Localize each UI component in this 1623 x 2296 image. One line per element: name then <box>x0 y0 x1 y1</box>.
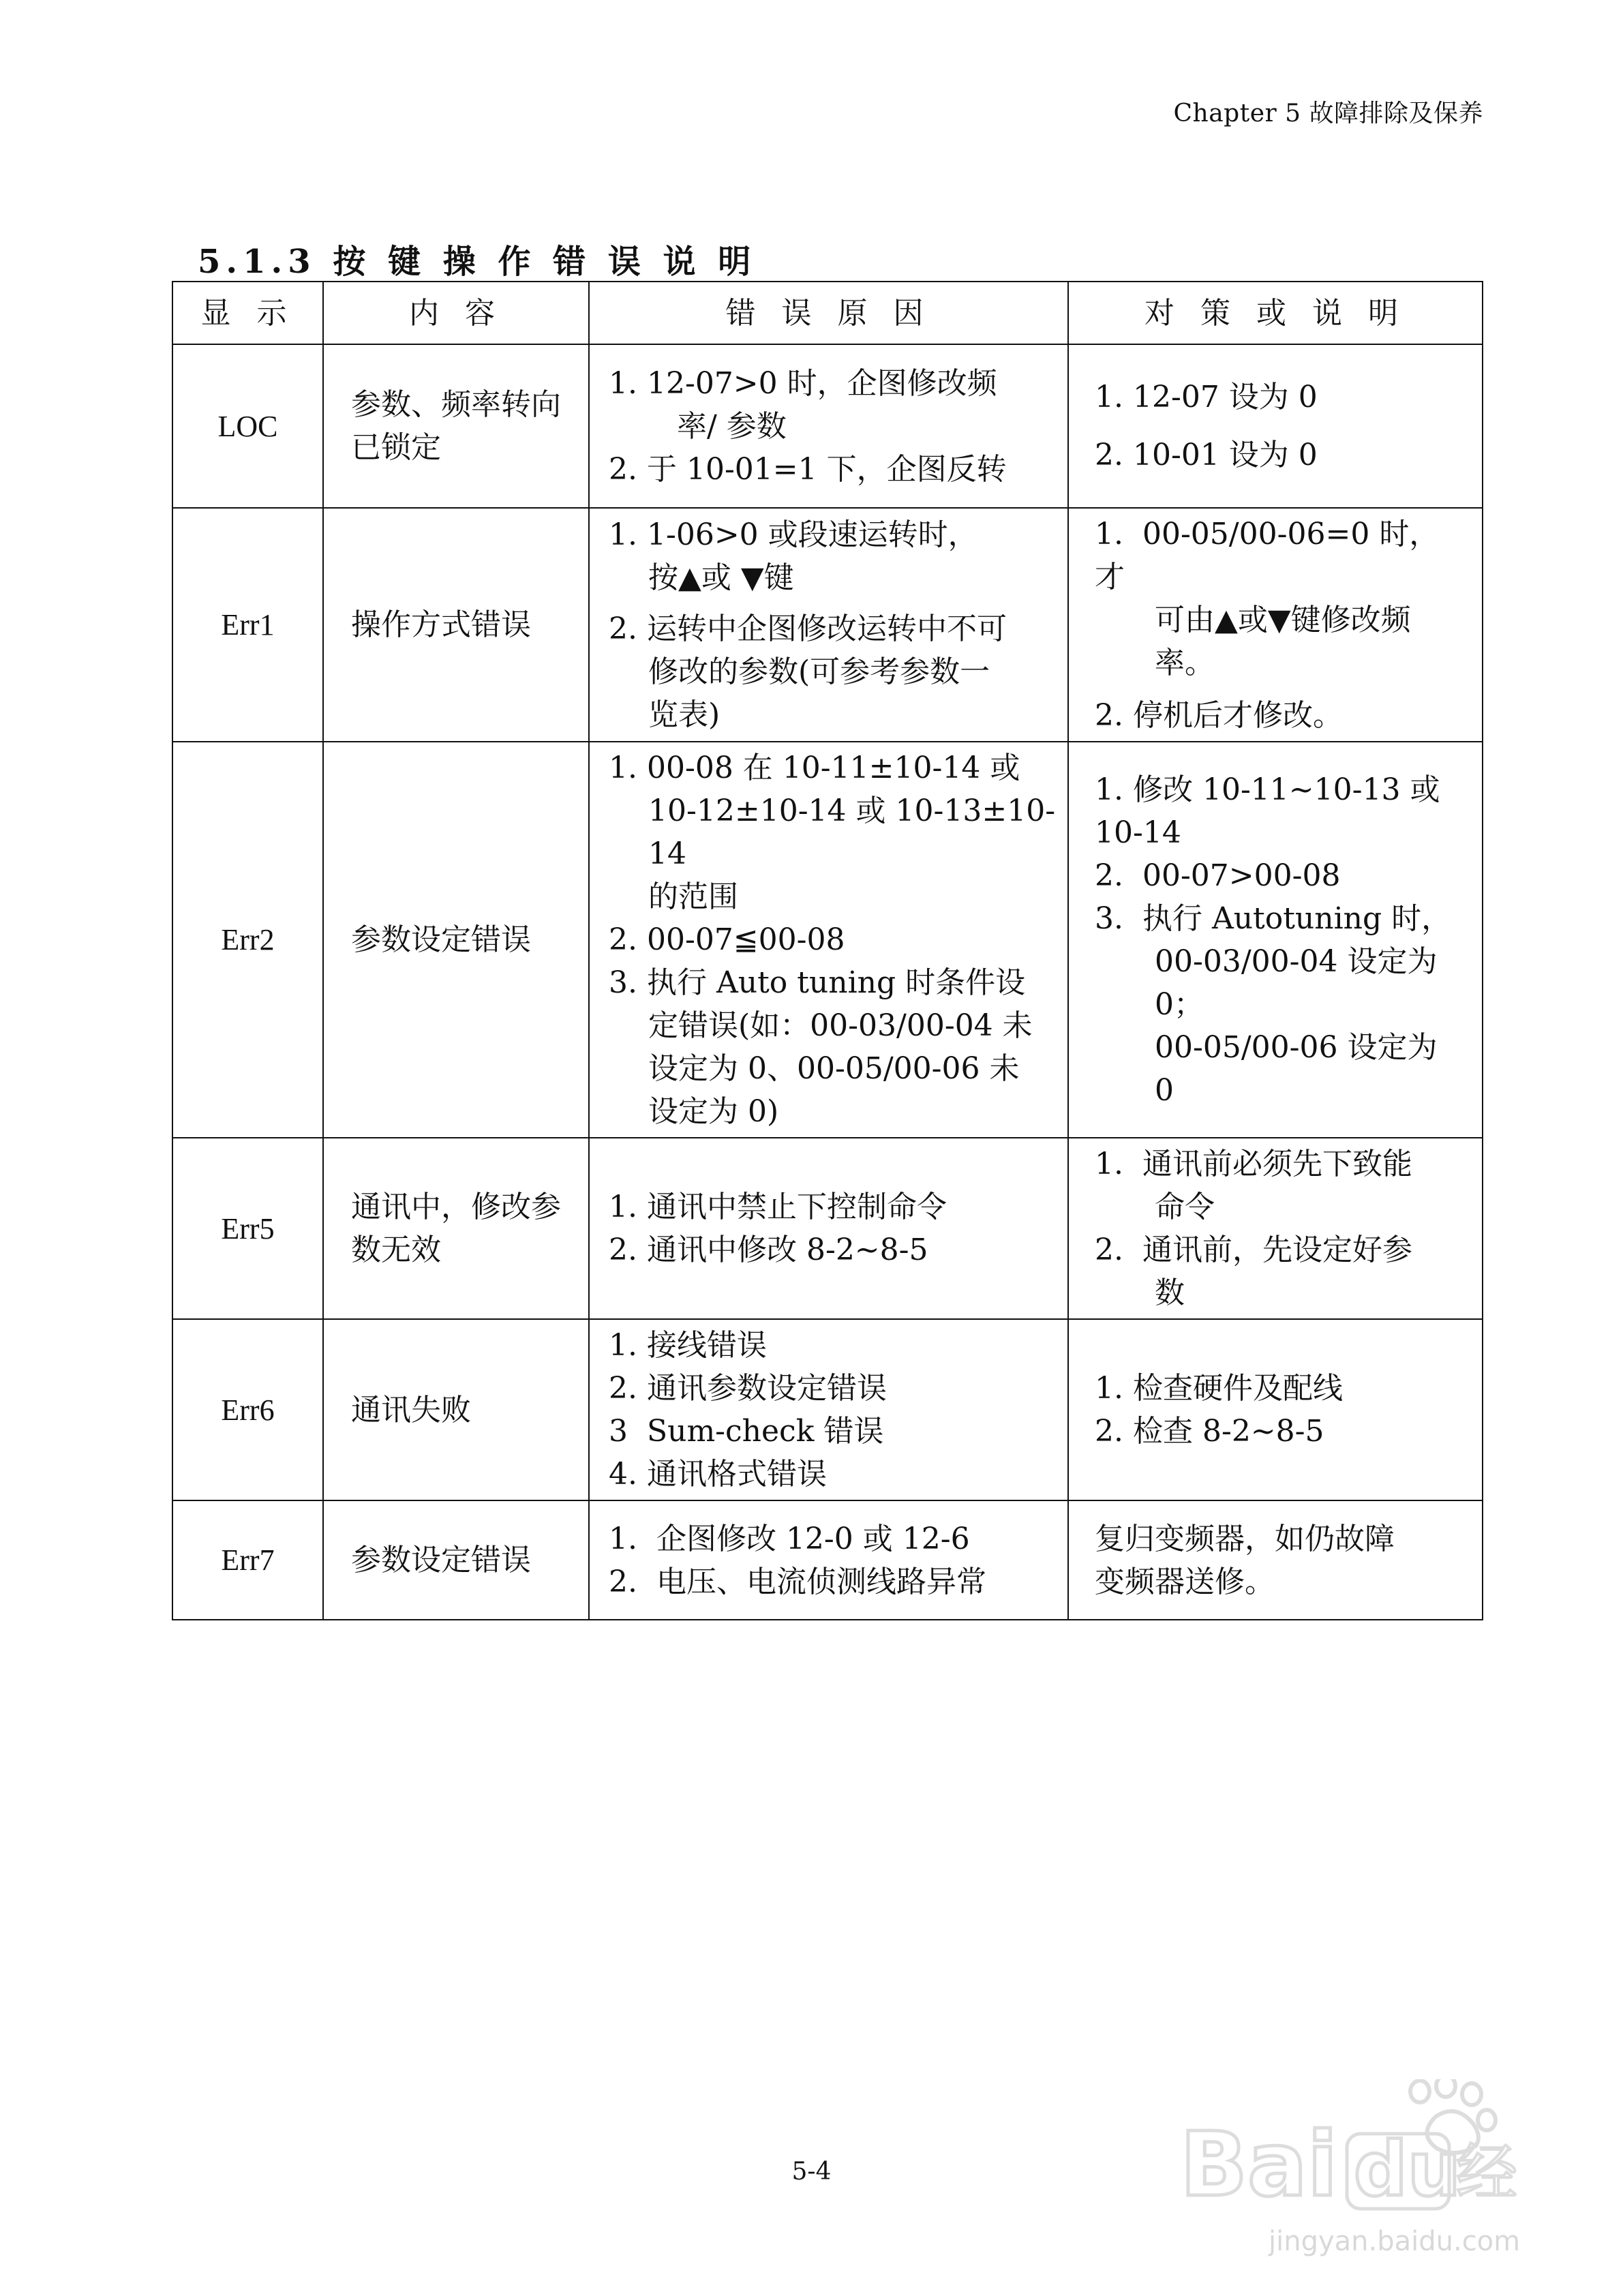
error-solution <box>1068 1319 1483 1500</box>
solution-line: 00-03/00-04 设定为 <box>1155 943 1438 979</box>
reason-line: 10-12±10-14 或 10-13±10-14 <box>648 794 1056 871</box>
solution-line: 可由▲或▼键修改频 <box>1155 603 1411 637</box>
reason-line: 览表) <box>648 697 721 732</box>
reason-line: 1. 12-07>0 时，企图修改频 <box>609 365 997 401</box>
solution-line: 命令 <box>1155 1190 1215 1224</box>
reason-line: 设定为 0) <box>648 1094 779 1129</box>
error-code: LOC <box>172 344 323 508</box>
error-table <box>172 281 1483 1620</box>
error-content: 参数、频率转向已锁定 <box>323 344 589 508</box>
reason-line: 2. 运转中企图修改运转中不可 <box>609 611 1007 646</box>
reason-line: 4. 通讯格式错误 <box>609 1457 827 1492</box>
reason-line: 3. 执行 Auto tuning 时条件设 <box>609 965 1026 1000</box>
table-row <box>172 344 1483 508</box>
watermark-url: jingyan.baidu.com <box>1269 2226 1521 2257</box>
error-reason <box>589 344 1068 508</box>
solution-line: 1. 12-07 设为 0 <box>1095 380 1318 414</box>
reason-line: 定错误(如：00-03/00-04 未 <box>648 1008 1033 1043</box>
svg-text:经: 经 <box>1456 2137 1517 2209</box>
table-row <box>172 508 1483 742</box>
solution-line: 2. 10-01 设为 0 <box>1095 438 1318 472</box>
table-row <box>172 1138 1483 1319</box>
reason-line: 的范围 <box>648 879 738 914</box>
error-reason <box>589 742 1068 1138</box>
solution-line: 00-05/00-06 设定为 0 <box>1155 1029 1447 1108</box>
error-code: Err5 <box>172 1138 323 1319</box>
table-row <box>172 742 1483 1138</box>
error-solution <box>1068 742 1483 1138</box>
baidu-paw-logo-icon <box>1166 2079 1521 2222</box>
error-code: Err2 <box>172 742 323 1138</box>
solution-line: 2. 检查 8-2~8-5 <box>1095 1414 1324 1449</box>
reason-line: 2. 通讯中修改 8-2~8-5 <box>609 1233 928 1267</box>
reason-line: 3 Sum-check 错误 <box>609 1414 884 1449</box>
section-title: 5.1.3 按 键 操 作 错 误 说 明 <box>198 243 757 281</box>
reason-line: 1. 企图修改 12-0 或 12-6 <box>609 1521 970 1556</box>
error-content: 通讯中，修改参数无效 <box>323 1138 589 1319</box>
running-header: Chapter 5 故障排除及保养 <box>1173 100 1483 127</box>
error-code: Err7 <box>172 1500 323 1620</box>
header-content: 内 容 <box>323 282 589 344</box>
error-code: Err1 <box>172 508 323 742</box>
reason-line: 修改的参数(可参考参数一 <box>648 654 990 689</box>
error-solution <box>1068 1138 1483 1319</box>
page-number: 5-4 <box>791 2158 832 2186</box>
error-reason <box>589 1138 1068 1319</box>
reason-line: 1. 接线错误 <box>609 1328 767 1363</box>
solution-line: 率。 <box>1155 646 1215 680</box>
solution-line: 1. 检查硬件及配线 <box>1095 1371 1343 1406</box>
reason-line: 2. 于 10-01=1 下，企图反转 <box>609 451 1007 487</box>
solution-line: 复归变频器，如仍故障 <box>1095 1521 1395 1556</box>
solution-line: 0； <box>1155 986 1204 1022</box>
svg-text:Bai: Bai <box>1180 2113 1338 2216</box>
svg-text:du: du <box>1354 2126 1461 2213</box>
error-solution <box>1068 508 1483 742</box>
solution-line: 1. 00-05/00-06=0 时，才 <box>1095 517 1440 594</box>
table-row <box>172 1500 1483 1620</box>
error-reason <box>589 508 1068 742</box>
solution-line: 3. 执行 Autotuning 时， <box>1095 901 1452 936</box>
reason-line: 设定为 0、00-05/00-06 未 <box>648 1051 1020 1086</box>
solution-line: 2. 停机后才修改。 <box>1095 698 1343 733</box>
header-display: 显 示 <box>172 282 323 344</box>
table-header-row <box>172 282 1483 344</box>
reason-line: 1. 1-06>0 或段速运转时， <box>609 517 978 552</box>
error-content: 通讯失败 <box>323 1319 589 1500</box>
solution-line: 10-14 <box>1095 815 1181 850</box>
solution-line: 1. 修改 10-11~10-13 或 <box>1095 772 1440 807</box>
error-reason <box>589 1319 1068 1500</box>
error-content: 参数设定错误 <box>323 1500 589 1620</box>
solution-line: 2. 00-07>00-08 <box>1095 858 1341 893</box>
error-solution <box>1068 1500 1483 1620</box>
reason-line: 1. 通讯中禁止下控制命令 <box>609 1190 947 1224</box>
reason-line: 率/ 参数 <box>648 408 787 444</box>
error-content: 参数设定错误 <box>323 742 589 1138</box>
header-reason: 错 误 原 因 <box>589 282 1068 344</box>
baidu-watermark <box>1166 2079 1521 2257</box>
solution-line: 数 <box>1155 1275 1185 1310</box>
reason-line: 2. 通讯参数设定错误 <box>609 1371 887 1406</box>
reason-line: 2. 电压、电流侦测线路异常 <box>609 1564 986 1599</box>
reason-line: 1. 00-08 在 10-11±10-14 或 <box>609 751 1020 785</box>
error-reason <box>589 1500 1068 1620</box>
error-solution <box>1068 344 1483 508</box>
header-solution: 对 策 或 说 明 <box>1068 282 1483 344</box>
solution-line: 变频器送修。 <box>1095 1564 1275 1599</box>
table-row <box>172 1319 1483 1500</box>
solution-line: 2. 通讯前，先设定好参 <box>1095 1233 1412 1267</box>
error-content: 操作方式错误 <box>323 508 589 742</box>
reason-line: 2. 00-07≦00-08 <box>609 922 845 957</box>
solution-line: 1. 通讯前必须先下致能 <box>1095 1147 1412 1181</box>
reason-line: 按▲或 ▼键 <box>648 560 794 595</box>
error-code: Err6 <box>172 1319 323 1500</box>
